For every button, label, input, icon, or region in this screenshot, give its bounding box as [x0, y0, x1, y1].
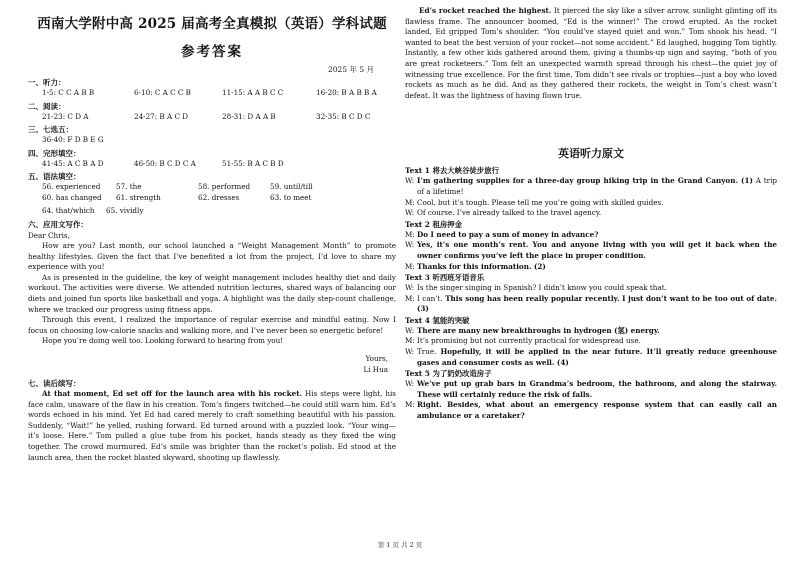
dialogue-line — [405, 208, 777, 219]
continuation-paragraph-1 — [28, 389, 396, 463]
section-seven-head: 三、七选五： — [28, 125, 73, 134]
section-reading-head: 二、阅读： — [28, 101, 66, 111]
line-text: Of course. I’ve already talked to the travel agency. — [417, 208, 602, 218]
line-start: True. — [417, 347, 441, 357]
answer-item: 57. the — [116, 182, 142, 191]
line-text — [417, 176, 777, 197]
answer-group: 11-15: A A B C C — [222, 88, 284, 97]
dialogue-line — [405, 240, 777, 261]
section-writing-head: 六、应用文写作： — [28, 219, 88, 229]
dialogue-line — [405, 230, 777, 241]
dialogue-line — [405, 198, 777, 209]
letter-paragraph: Hope you’re doing well too. Looking forward to hearing from you! — [42, 336, 284, 346]
answer-item: 60. has changed — [42, 192, 102, 202]
answer-group: 16-20: B A B B A — [316, 88, 377, 97]
line-text — [417, 294, 777, 315]
speaker-label: M: — [405, 400, 415, 410]
reading-answers — [28, 112, 396, 123]
answer-item: 58. performed — [198, 182, 251, 191]
letter-signature — [28, 353, 396, 375]
speaker-label: M: — [405, 336, 415, 346]
letter-paragraph: Through this event, I realized the importance of regular exercise and mindful eating. Now I focus on choosing low-calorie snacks and walking more, and I’ve never been so energetic before! — [28, 315, 396, 335]
grammar-answers-row2 — [28, 193, 396, 204]
answer-group: 36-40: F D B E G — [42, 135, 104, 144]
dialogue-line — [405, 283, 777, 294]
line-text: Yes, it’s one month’s rent. You and anyone living with you will get it back when the owner confirms you’ve left the place in proper condition. — [417, 240, 777, 260]
section-cloze-head: 四、完形填空： — [28, 148, 81, 158]
topic-sentence: Ed’s rocket reached the highest. — [419, 6, 552, 15]
line-text: There are many new breakthroughs in hydrogen (氢) energy. — [417, 325, 660, 335]
line-text: Right. Besides, what about an emergency response system that can easily call an ambulance or a caretaker? — [417, 400, 777, 421]
page-footer: 第 1 页 共 2 页 — [377, 541, 423, 549]
cloze-answers — [28, 159, 396, 170]
answer-item: 63. to meet — [270, 192, 312, 202]
answer-item: 62. dresses — [198, 192, 240, 202]
topic-sentence: At that moment, Ed set off for the launch area with his rocket. — [42, 389, 303, 399]
letter-paragraph: As is presented in the guideline, the key of weight management includes healthy diet and daily workout. The activities were diverse. We attended nutrition lectures, shared ways of balancing our diets and joined fun sports like basketball and yoga. A highlight was the daily step-count challenge, where we tracked our progress using fitness apps. — [28, 272, 396, 314]
answer-group: 46-50: B C D C A — [134, 158, 196, 168]
answer-group: 6-10: C A C C B — [134, 88, 191, 97]
line-text: Is the singer singing in Spanish? I didn’t know you could speak that. — [417, 283, 667, 293]
dialogue-line — [405, 262, 777, 273]
text-1-head: Text 1 将去大峡谷徒步旅行 — [405, 166, 499, 176]
paragraph-body: It pierced the sky like a silver arrow, sunlight glinting off its flawless frame. The announcer boomed, “Ed is the winner!” The crowd erupted. As the rocket landed, Ed gripped Tom’s shoulder. “You could’ve stayed quiet and won.” Tom shook his head. “I wanted to beat the best version of your rocket—not some accident.” Ed laughed, hugging Tom tightly. Instantly, a few other kids gathered around them, giving a thumbs-up sign and saying, “both of you are great rocketeers.” Tom felt an unexpected warmth spread through his chest—the quiet joy of witnessing true excellence. For the first time, Tom didn’t see rivals or trophies—just a boy who loved rockets as much as he did. And as they gathered their rockets, the weight in Tom’s chest wasn’t defeat. It was the lightness of having flown true. — [405, 6, 777, 100]
paragraph-body: His steps were light, his face calm, unaware of the flaw in his creation. Tom’s fingers twitched—he could still warn him. Ed’s words echoed in his mind. Yet Ed had cared merely to craft something beautiful with his passion. Suddenly, “Wait!” he yelled, rushing forward. Ed turned around with a puzzled look. “Your wing—it’s loose. Here.” Tom pulled a glue tube from his pocket, hands steady as they fixed the wing together. The crowd murmured. Ed’s smile was brighter than the rocket’s polish. Ed stood at the launch area, then the rocket blasted skyward, shooting up flawlessly. — [28, 389, 396, 462]
speaker-label: W: — [405, 240, 415, 250]
line-text: Thanks for this information. (2) — [417, 261, 546, 271]
dialogue-line — [405, 326, 777, 337]
text-4-head: Text 4 氢能的突破 — [405, 315, 470, 325]
line-rest: A trip of a lifetime! — [417, 176, 777, 196]
answer-group: 24-27: B A C D — [134, 111, 189, 121]
answer-item: 56. experienced — [42, 182, 101, 191]
line-start: I can’t. — [417, 293, 446, 303]
section-continuation-head: 七、读后续写： — [28, 379, 81, 389]
line-text: It’s promising but not currently practical for widespread use. — [417, 336, 641, 346]
speaker-label: W: — [405, 325, 415, 335]
text-5-head: Text 5 为了奶奶改造房子 — [405, 369, 492, 379]
grammar-answers-row1 — [28, 182, 396, 193]
line-text: Do I need to pay a sum of money in advance? — [417, 229, 599, 239]
key-sentence: This song has been really popular recently. I just don’t want to be too out of date. (3) — [417, 293, 777, 314]
answer-item: 65. vividly — [106, 206, 144, 215]
dialogue-line — [405, 400, 777, 421]
line-text: We’ve put up grab bars in Grandma’s bedroom, the bathroom, and along the stairway. These will certainly reduce the risk of falls. — [417, 379, 777, 399]
letter-paragraph: How are you? Last month, our school launched a “Weight Management Month” to promote healthy lifestyles. Given the fact that I’ve benefited a lot from the project, I’d love to share my experience with you! — [28, 241, 396, 272]
speaker-label: W: — [405, 283, 415, 293]
dialogue-line — [405, 379, 777, 400]
answer-group: 1-5: C C A B B — [42, 88, 95, 97]
speaker-label: M: — [405, 293, 415, 303]
key-sentence: I’m gathering supplies for a three-day group hiking trip in the Grand Canyon. (1) — [417, 176, 753, 186]
listening-script-title: 英语听力原文 — [558, 147, 624, 161]
section-listening-head: 一、听力： — [28, 78, 66, 87]
key-sentence: Hopefully, it will be applied in the near future. It’ll greatly reduce greenhouse gases and consumer costs as well. (4) — [417, 347, 777, 367]
seven-answers — [28, 135, 396, 146]
line-text: Cool, but it’s tough. Please tell me you’re going with skilled guides. — [417, 197, 664, 207]
dialogue-line — [405, 294, 777, 315]
dialogue-line — [405, 336, 777, 347]
text-3-head: Text 3 听西班牙语音乐 — [405, 273, 485, 283]
speaker-label: M: — [405, 197, 415, 207]
grammar-answers-row3 — [28, 206, 396, 217]
letter-closing: Yours, — [365, 354, 388, 364]
answer-group: 28-31: D A A B — [222, 111, 276, 121]
answer-group: 32-35: B C D C — [316, 111, 371, 121]
answer-group: 51-55: B A C B D — [222, 158, 284, 168]
section-grammar-head: 五、语法填空： — [28, 172, 81, 181]
exam-date: 2025 年 5 月 — [327, 65, 374, 74]
right-column — [405, 6, 777, 422]
answer-item: 59. until/till — [270, 182, 313, 191]
answer-group: 41-45: A C B A D — [42, 158, 104, 168]
speaker-label: M: — [405, 261, 415, 271]
page-title: 西南大学附中高 2025 届高考全真模拟（英语）学科试题 — [37, 16, 387, 32]
answer-item: 64. that/which — [42, 206, 95, 215]
line-text — [417, 347, 777, 368]
speaker-label: W: — [405, 176, 415, 186]
speaker-label: M: — [405, 229, 415, 239]
continuation-paragraph-2 — [405, 6, 777, 101]
model-letter — [28, 231, 396, 348]
text-2-head: Text 2 租房押金 — [405, 219, 463, 229]
speaker-label: W: — [405, 347, 415, 357]
answer-group: 21-23: C D A — [42, 111, 89, 121]
listening-answers — [28, 88, 396, 99]
letter-name: Li Hua — [363, 365, 388, 375]
left-column — [28, 6, 396, 463]
page-subtitle: 参考答案 — [181, 44, 243, 60]
dialogue-line — [405, 176, 777, 197]
speaker-label: W: — [405, 208, 415, 218]
letter-greeting: Dear Chris, — [28, 230, 70, 240]
answer-item: 61. strength — [116, 192, 161, 202]
speaker-label: W: — [405, 379, 415, 389]
dialogue-line — [405, 347, 777, 368]
